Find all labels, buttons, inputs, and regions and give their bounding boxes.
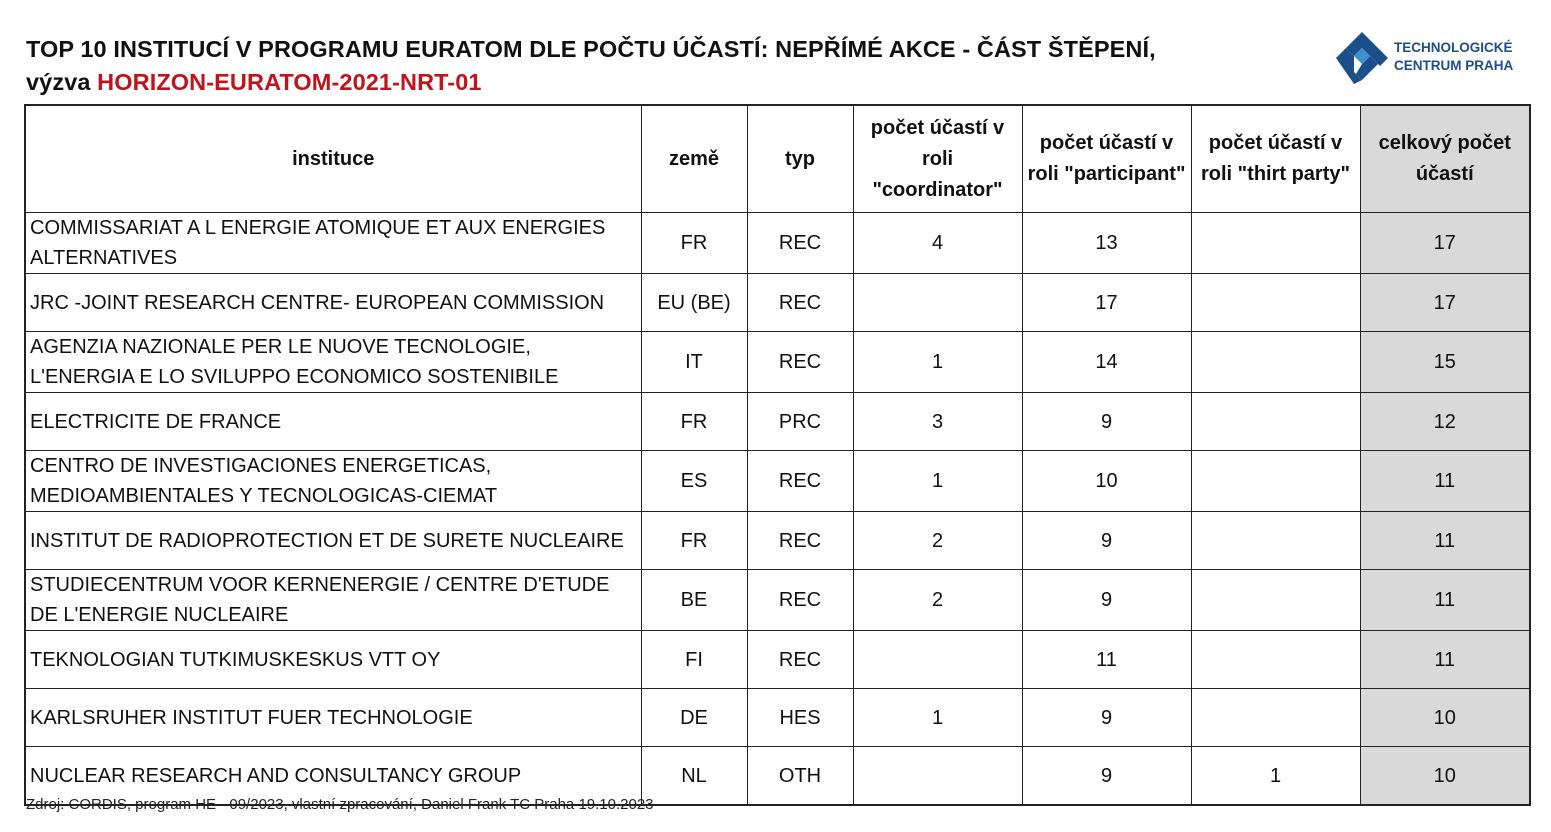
- cell-participant: 9: [1022, 393, 1191, 451]
- cell-institution: STUDIECENTRUM VOOR KERNENERGIE / CENTRE D'ETUDE DE L'ENERGIE NUCLEAIRE: [25, 570, 641, 631]
- cell-third-party: [1191, 570, 1360, 631]
- cell-institution: AGENZIA NAZIONALE PER LE NUOVE TECNOLOGIE, L'ENERGIA E LO SVILUPPO ECONOMICO SOSTENIBILE: [25, 332, 641, 393]
- cell-institution: TEKNOLOGIAN TUTKIMUSKESKUS VTT OY: [25, 631, 641, 689]
- title-line-2: [26, 66, 1156, 99]
- header-type: typ: [747, 105, 853, 213]
- table-row: [25, 393, 1530, 451]
- cell-type: REC: [747, 451, 853, 512]
- page-title: [26, 33, 1156, 99]
- cell-participant: 9: [1022, 747, 1191, 806]
- cell-type: REC: [747, 332, 853, 393]
- header-country: země: [641, 105, 747, 213]
- logo-text-line-1: TECHNOLOGICKÉ: [1394, 40, 1513, 55]
- cell-total: 17: [1360, 213, 1530, 274]
- cell-institution: JRC -JOINT RESEARCH CENTRE- EUROPEAN COMMISSION: [25, 274, 641, 332]
- header-coordinator: počet účastí v roli "coordinator": [853, 105, 1022, 213]
- cell-third-party: [1191, 274, 1360, 332]
- cell-country: FR: [641, 512, 747, 570]
- cell-country: IT: [641, 332, 747, 393]
- title-call-prefix: výzva: [26, 69, 98, 95]
- table-row: [25, 689, 1530, 747]
- cell-participant: 11: [1022, 631, 1191, 689]
- cell-institution: INSTITUT DE RADIOPROTECTION ET DE SURETE NUCLEAIRE: [25, 512, 641, 570]
- cell-third-party: [1191, 213, 1360, 274]
- cell-total: 10: [1360, 689, 1530, 747]
- cell-total: 10: [1360, 747, 1530, 806]
- cell-third-party: [1191, 689, 1360, 747]
- cell-third-party: [1191, 631, 1360, 689]
- cell-third-party: [1191, 332, 1360, 393]
- cell-country: ES: [641, 451, 747, 512]
- cell-type: PRC: [747, 393, 853, 451]
- cell-participant: 13: [1022, 213, 1191, 274]
- cell-coordinator: [853, 631, 1022, 689]
- cell-institution: KARLSRUHER INSTITUT FUER TECHNOLOGIE: [25, 689, 641, 747]
- cell-coordinator: 2: [853, 512, 1022, 570]
- cell-third-party: [1191, 393, 1360, 451]
- cell-country: FR: [641, 213, 747, 274]
- source-note: Zdroj: CORDIS, program HE - 09/2023, vlastní zpracování, Daniel Frank TC Praha 19.10.2023: [26, 796, 654, 813]
- header-total: celkový počet účastí: [1360, 105, 1530, 213]
- cell-third-party: [1191, 512, 1360, 570]
- cell-coordinator: 1: [853, 451, 1022, 512]
- cell-total: 11: [1360, 451, 1530, 512]
- cell-participant: 9: [1022, 570, 1191, 631]
- cell-total: 11: [1360, 570, 1530, 631]
- header-participant: počet účastí v roli "participant": [1022, 105, 1191, 213]
- cell-participant: 10: [1022, 451, 1191, 512]
- cell-participant: 9: [1022, 512, 1191, 570]
- cell-coordinator: 1: [853, 689, 1022, 747]
- tc-praha-logo-icon: [1332, 28, 1392, 88]
- tc-praha-logo: [1332, 28, 1532, 88]
- cell-total: 15: [1360, 332, 1530, 393]
- table-row: [25, 213, 1530, 274]
- table-header-row: [25, 105, 1530, 213]
- cell-type: HES: [747, 689, 853, 747]
- cell-coordinator: 3: [853, 393, 1022, 451]
- cell-coordinator: 2: [853, 570, 1022, 631]
- cell-institution: NUCLEAR RESEARCH AND CONSULTANCY GROUP: [25, 747, 641, 806]
- cell-participant: 17: [1022, 274, 1191, 332]
- cell-country: DE: [641, 689, 747, 747]
- logo-text-line-2: CENTRUM PRAHA: [1394, 58, 1514, 73]
- cell-total: 11: [1360, 631, 1530, 689]
- cell-institution: CENTRO DE INVESTIGACIONES ENERGETICAS, MEDIOAMBIENTALES Y TECNOLOGICAS-CIEMAT: [25, 451, 641, 512]
- cell-type: REC: [747, 213, 853, 274]
- cell-country: FR: [641, 393, 747, 451]
- cell-country: BE: [641, 570, 747, 631]
- table-row: [25, 451, 1530, 512]
- table-row: [25, 570, 1530, 631]
- header-institution: instituce: [25, 105, 641, 213]
- cell-participant: 14: [1022, 332, 1191, 393]
- table-row: [25, 631, 1530, 689]
- title-call-id: HORIZON-EURATOM-2021-NRT-01: [97, 69, 482, 95]
- cell-third-party: 1: [1191, 747, 1360, 806]
- table-row: [25, 332, 1530, 393]
- cell-total: 12: [1360, 393, 1530, 451]
- cell-type: REC: [747, 570, 853, 631]
- cell-coordinator: [853, 274, 1022, 332]
- cell-coordinator: 4: [853, 213, 1022, 274]
- cell-country: FI: [641, 631, 747, 689]
- cell-coordinator: [853, 747, 1022, 806]
- cell-type: REC: [747, 512, 853, 570]
- table-row: [25, 274, 1530, 332]
- cell-type: REC: [747, 631, 853, 689]
- cell-institution: COMMISSARIAT A L ENERGIE ATOMIQUE ET AUX ENERGIES ALTERNATIVES: [25, 213, 641, 274]
- cell-total: 11: [1360, 512, 1530, 570]
- table-row: [25, 512, 1530, 570]
- cell-country: EU (BE): [641, 274, 747, 332]
- cell-country: NL: [641, 747, 747, 806]
- institutions-table: [24, 104, 1531, 806]
- cell-third-party: [1191, 451, 1360, 512]
- cell-coordinator: 1: [853, 332, 1022, 393]
- cell-total: 17: [1360, 274, 1530, 332]
- header-third-party: počet účastí v roli "thirt party": [1191, 105, 1360, 213]
- cell-type: OTH: [747, 747, 853, 806]
- cell-institution: ELECTRICITE DE FRANCE: [25, 393, 641, 451]
- logo-text: [1394, 39, 1513, 75]
- cell-participant: 9: [1022, 689, 1191, 747]
- cell-type: REC: [747, 274, 853, 332]
- title-line-1: TOP 10 INSTITUCÍ V PROGRAMU EURATOM DLE POČTU ÚČASTÍ: NEPŘÍMÉ AKCE - ČÁST ŠTĚPENÍ,: [26, 36, 1156, 62]
